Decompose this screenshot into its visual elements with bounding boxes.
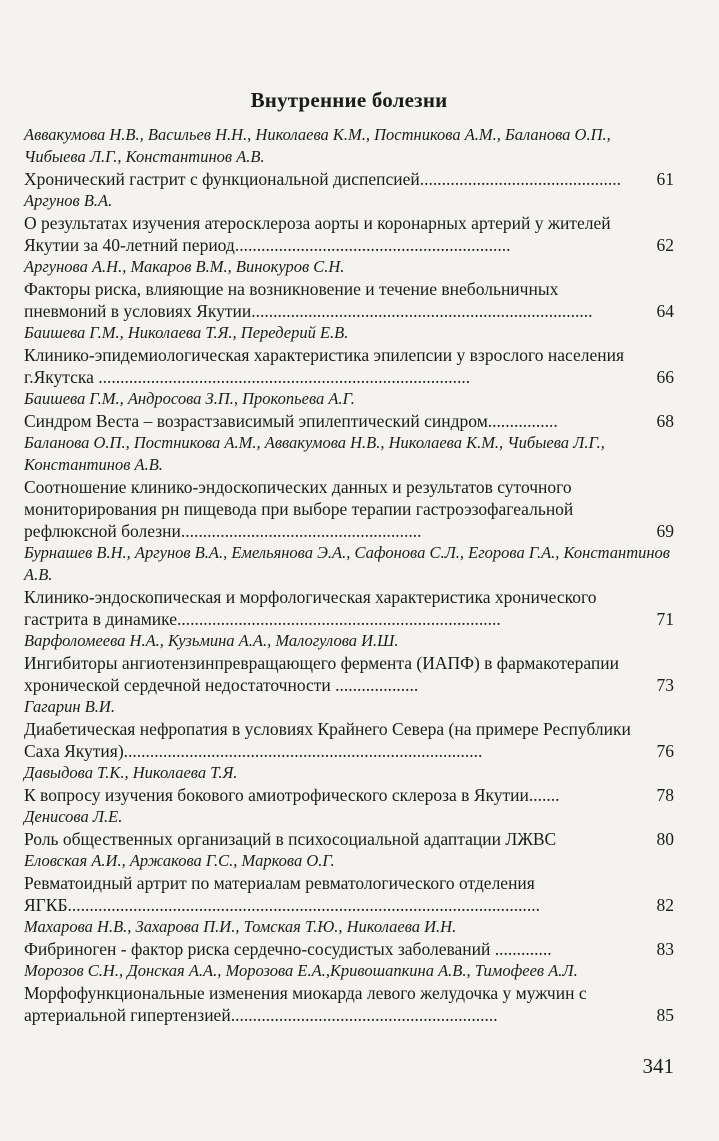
toc-entry bbox=[24, 124, 674, 190]
toc-entry bbox=[24, 190, 674, 256]
entry-title: Морфофункциональные изменения миокарда левого желудочка у мужчин с артериальной гипертензией............................................................. bbox=[24, 983, 587, 1025]
entry-page-number: 62 bbox=[656, 235, 674, 255]
entry-title-row bbox=[24, 476, 674, 542]
toc-entry bbox=[24, 696, 674, 762]
toc-entry bbox=[24, 256, 674, 322]
entry-title: Клинико-эндоскопическая и морфологическая характеристика хронического гастрита в динамике.......................................................................... bbox=[24, 587, 597, 629]
entry-authors: Еловская А.И., Аржакова Г.С., Маркова О.Г. bbox=[24, 851, 335, 870]
toc-entry bbox=[24, 960, 674, 1026]
entry-title-row bbox=[24, 168, 674, 190]
entry-page-number: 85 bbox=[656, 1005, 674, 1025]
entry-title: Фибриноген - фактор риска сердечно-сосудистых заболеваний ............. bbox=[24, 939, 552, 959]
entry-title-row bbox=[24, 938, 674, 960]
entry-authors: Давыдова Т.К., Николаева Т.Я. bbox=[24, 763, 238, 782]
entry-authors: Денисова Л.Е. bbox=[24, 807, 123, 826]
toc-page bbox=[24, 88, 674, 1026]
entry-title-row bbox=[24, 718, 674, 762]
toc-entry bbox=[24, 806, 674, 850]
entry-page-number: 68 bbox=[656, 411, 674, 431]
entry-page-number: 82 bbox=[656, 895, 674, 915]
toc-entry bbox=[24, 432, 674, 542]
entry-page-number: 66 bbox=[656, 367, 674, 387]
entry-title: Синдром Веста – возрастзависимый эпилептический синдром................ bbox=[24, 411, 558, 431]
entry-title-row bbox=[24, 784, 674, 806]
entry-page-number: 61 bbox=[656, 169, 674, 189]
entry-authors: Аввакумова Н.В., Васильев Н.Н., Николаева К.М., Постникова А.М., Баланова О.П., Чибыева Л.Г., Константинов А.В. bbox=[24, 125, 611, 166]
entry-page-number: 69 bbox=[656, 521, 674, 541]
entry-title-row bbox=[24, 212, 674, 256]
toc-entry bbox=[24, 542, 674, 630]
section-title: Внутренние болезни bbox=[250, 88, 448, 112]
entry-page-number: 83 bbox=[656, 939, 674, 959]
entry-authors: Гагарин В.И. bbox=[24, 697, 115, 716]
entry-title: Ингибиторы ангиотензинпревращающего фермента (ИАПФ) в фармакотерапии хронической сердечной недостаточности ................... bbox=[24, 653, 620, 695]
entry-title: Роль общественных организаций в психосоциальной адаптации ЛЖВС bbox=[24, 829, 557, 849]
entry-page-number: 76 bbox=[656, 741, 674, 761]
entry-authors: Морозов С.Н., Донская А.А., Морозова Е.А.,Кривошапкина А.В., Тимофеев А.Л. bbox=[24, 961, 578, 980]
entry-title-row bbox=[24, 652, 674, 696]
toc-entry bbox=[24, 630, 674, 696]
entry-authors: Варфоломеева Н.А., Кузьмина А.А., Малогулова И.Ш. bbox=[24, 631, 399, 650]
toc-entry bbox=[24, 850, 674, 916]
entry-title: Хронический гастрит с функциональной диспепсией.............................................. bbox=[24, 169, 622, 189]
entry-title-row bbox=[24, 828, 674, 850]
entry-page-number: 64 bbox=[656, 301, 674, 321]
entry-page-number: 71 bbox=[656, 609, 674, 629]
entry-title: Ревматоидный артрит по материалам ревматологического отделения ЯГКБ............................................................................................................ bbox=[24, 873, 541, 915]
entry-title: Диабетическая нефропатия в условиях Крайнего Севера (на примере Республики Саха Якутия).................................................................................. bbox=[24, 719, 631, 761]
toc-entry bbox=[24, 322, 674, 388]
entry-authors: Баланова О.П., Постникова А.М., Аввакумова Н.В., Николаева К.М., Чибыева Л.Г., Константинов А.В. bbox=[24, 433, 605, 474]
entry-title: Соотношение клинико-эндоскопических данных и результатов суточного мониторирования рн пищевода при выборе терапии гастроэзофагеальной рефлюксной болезни....................................................... bbox=[24, 477, 574, 541]
toc-list bbox=[24, 124, 674, 1026]
entry-title: Клинико-эпидемиологическая характеристика эпилепсии у взрослого населения г.Якутска ..................................................................................... bbox=[24, 345, 625, 387]
entry-authors: Баишева Г.М., Андросова З.П., Прокопьева А.Г. bbox=[24, 389, 355, 408]
toc-entry bbox=[24, 916, 674, 960]
entry-title: К вопросу изучения бокового амиотрофического склероза в Якутии....... bbox=[24, 785, 560, 805]
entry-title-row bbox=[24, 586, 674, 630]
toc-entry bbox=[24, 388, 674, 432]
entry-title-row bbox=[24, 872, 674, 916]
entry-title: О результатах изучения атеросклероза аорты и коронарных артерий у жителей Якутии за 40-летний период............................................................... bbox=[24, 213, 611, 255]
entry-authors: Бурнашев В.Н., Аргунов В.А., Емельянова Э.А., Сафонова С.Л., Егорова Г.А., Константинов А.В. bbox=[24, 543, 670, 584]
entry-title-row bbox=[24, 344, 674, 388]
page-number: 341 bbox=[642, 1054, 674, 1078]
entry-authors: Баишева Г.М., Николаева Т.Я., Передерий Е.В. bbox=[24, 323, 349, 342]
toc-entry bbox=[24, 762, 674, 806]
entry-authors: Аргунов В.А. bbox=[24, 191, 113, 210]
entry-page-number: 80 bbox=[656, 829, 674, 849]
entry-title: Факторы риска, влияющие на возникновение и течение внебольничных пневмоний в условиях Якутии.............................................................................. bbox=[24, 279, 593, 321]
entry-authors: Аргунова А.Н., Макаров В.М., Винокуров С.Н. bbox=[24, 257, 345, 276]
entry-title-row bbox=[24, 982, 674, 1026]
entry-title-row bbox=[24, 278, 674, 322]
entry-page-number: 73 bbox=[656, 675, 674, 695]
entry-title-row bbox=[24, 410, 674, 432]
entry-page-number: 78 bbox=[656, 785, 674, 805]
entry-authors: Махарова Н.В., Захарова П.И., Томская Т.Ю., Николаева И.Н. bbox=[24, 917, 457, 936]
